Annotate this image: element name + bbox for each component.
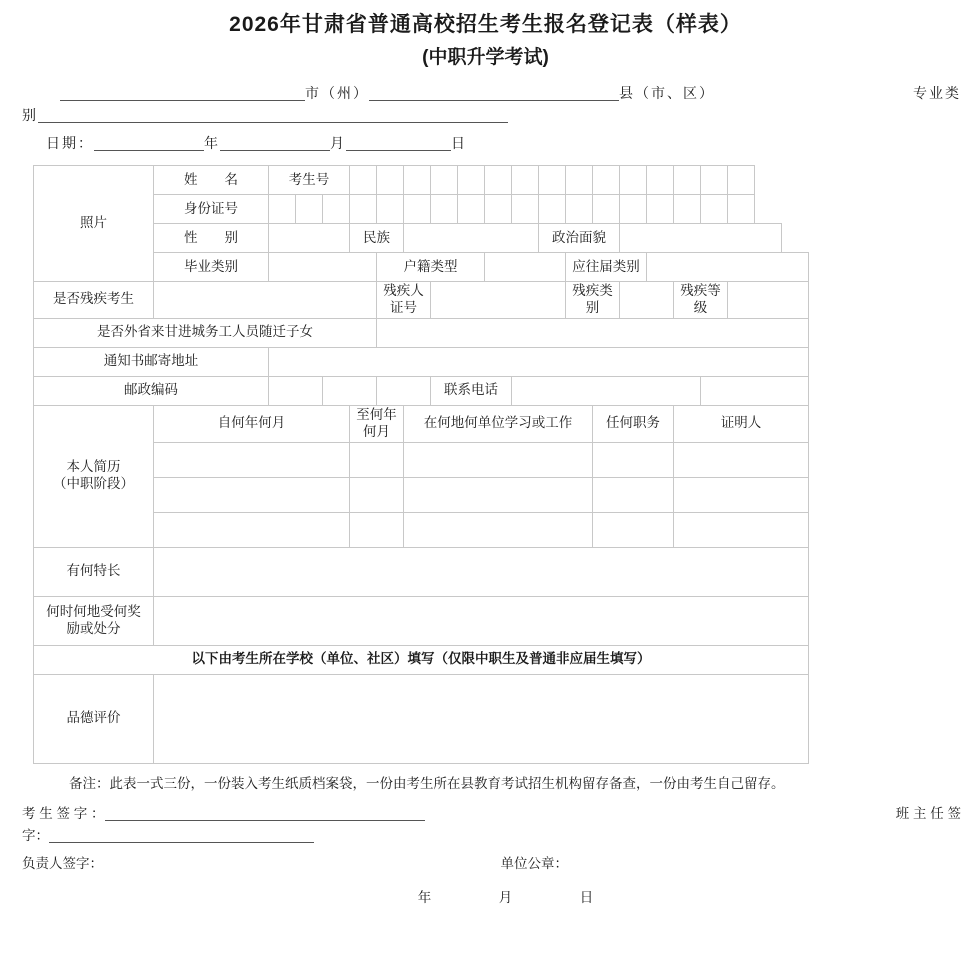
city-county-row: [0, 83, 971, 103]
resume-label: [34, 405, 154, 547]
household-type-label: 户籍类型: [377, 253, 485, 282]
graduate-type-label: 毕业类别: [154, 253, 269, 282]
date-row: [0, 133, 971, 153]
resume-col4-header: 任何职务: [593, 405, 674, 442]
political-label: 政治面貌: [539, 224, 620, 253]
id-no-digit[interactable]: [566, 195, 593, 224]
major-category-label-2: 别: [22, 107, 38, 123]
grad-year-type-label: 应往届类别: [566, 253, 647, 282]
exam-no-digit[interactable]: [485, 166, 512, 195]
graduate-type-value[interactable]: [269, 253, 377, 282]
disability-level-label: 残疾等级: [674, 282, 728, 319]
footer-note: [33, 772, 963, 792]
candidate-signature-input[interactable]: [105, 804, 425, 821]
exam-no-digit[interactable]: [458, 166, 485, 195]
exam-no-digit[interactable]: [512, 166, 539, 195]
is-disabled-value[interactable]: [154, 282, 377, 319]
gender-value[interactable]: [269, 224, 350, 253]
nation-value[interactable]: [404, 224, 539, 253]
city-input[interactable]: [60, 84, 305, 101]
table-row: [34, 645, 809, 674]
id-no-label: 身份证号: [154, 195, 269, 224]
footer-note-text: 备注：此表一式三份，一份装入考生纸质档案袋，一份由考生所在县教育考试招生机构留存备查，一份由考生自己留存。: [69, 775, 785, 791]
teacher-signature-row: [0, 824, 971, 844]
resume-cell[interactable]: [404, 442, 593, 477]
id-no-digit[interactable]: [431, 195, 458, 224]
official-seal-label: 单位公章：: [500, 855, 569, 871]
name-label: 姓 名: [154, 166, 269, 195]
moral-label: 品德评价: [34, 674, 154, 763]
id-no-digit[interactable]: [539, 195, 566, 224]
resume-cell[interactable]: [593, 477, 674, 512]
resume-label-line2: （中职阶段）: [53, 476, 134, 492]
exam-no-digit[interactable]: [620, 166, 647, 195]
id-no-digit[interactable]: [404, 195, 431, 224]
id-no-digit[interactable]: [593, 195, 620, 224]
table-row: [34, 347, 809, 376]
award-value[interactable]: [154, 596, 809, 645]
id-no-digit[interactable]: [701, 195, 728, 224]
registration-form-page: [0, 8, 971, 978]
grad-year-type-value[interactable]: [647, 253, 809, 282]
resume-cell[interactable]: [154, 442, 350, 477]
year-label: 年: [204, 135, 220, 151]
school-section-header: 以下由考生所在学校（单位、社区）填写（仅限中职生及普通非应届生填写）: [34, 645, 809, 674]
postcode-label: 邮政编码: [34, 376, 269, 405]
id-no-digit[interactable]: [269, 195, 296, 224]
migrant-child-label: 是否外省来甘进城务工人员随迁子女: [34, 318, 377, 347]
page-title: 2026年甘肃省普通高校招生考生报名登记表（样表）: [229, 13, 742, 36]
candidate-signature-label: 考 生 签 字 ：: [22, 805, 105, 821]
specialty-value[interactable]: [154, 547, 809, 596]
disability-type-label: 残疾类别: [566, 282, 620, 319]
phone-extra[interactable]: [701, 376, 809, 405]
page-subtitle: (中职升学考试): [422, 47, 549, 68]
id-no-digit[interactable]: [674, 195, 701, 224]
exam-no-digit[interactable]: [701, 166, 728, 195]
resume-label-line1: 本人简历: [66, 459, 121, 475]
day-label: 日: [451, 135, 467, 151]
exam-no-digit[interactable]: [404, 166, 431, 195]
id-no-digit[interactable]: [512, 195, 539, 224]
resume-col1-header: 自何年何月: [154, 405, 350, 442]
resume-cell[interactable]: [404, 512, 593, 547]
date-month-input[interactable]: [220, 134, 330, 151]
date-label: 日期：: [46, 135, 94, 151]
id-no-digit[interactable]: [620, 195, 647, 224]
exam-no-digit[interactable]: [593, 166, 620, 195]
resume-col3-header: 在何地何单位学习或工作: [404, 405, 593, 442]
county-label: 县（市、区）: [619, 85, 715, 101]
city-label: 市（州）: [305, 85, 369, 101]
exam-no-digit[interactable]: [431, 166, 458, 195]
county-input[interactable]: [369, 84, 619, 101]
candidate-signature-row: [0, 802, 971, 822]
id-no-digit[interactable]: [296, 195, 323, 224]
moral-value[interactable]: [154, 674, 809, 763]
table-row: [34, 376, 809, 405]
id-no-digit[interactable]: [377, 195, 404, 224]
teacher-signature-label-2: 字：: [22, 827, 49, 843]
teacher-signature-label: 班 主 任 签: [895, 805, 961, 821]
gender-label: 性 别: [154, 224, 269, 253]
exam-no-digit[interactable]: [377, 166, 404, 195]
footer-date-row: [0, 886, 971, 906]
resume-cell[interactable]: [674, 477, 809, 512]
resume-cell[interactable]: [674, 512, 809, 547]
resume-cell[interactable]: [350, 512, 404, 547]
resume-col5-header: 证明人: [674, 405, 809, 442]
postcode-digit[interactable]: [323, 376, 377, 405]
exam-no-digit[interactable]: [728, 166, 755, 195]
exam-no-digit[interactable]: [674, 166, 701, 195]
principal-seal-row: [0, 852, 971, 872]
phone-value[interactable]: [512, 376, 701, 405]
registration-table: [33, 165, 809, 764]
id-no-digit[interactable]: [728, 195, 755, 224]
resume-cell[interactable]: [350, 477, 404, 512]
id-no-digit[interactable]: [350, 195, 377, 224]
exam-no-digit[interactable]: [539, 166, 566, 195]
disability-cert-label: 残疾人证号: [377, 282, 431, 319]
id-no-digit[interactable]: [485, 195, 512, 224]
mail-address-value[interactable]: [269, 347, 809, 376]
phone-label: 联系电话: [431, 376, 512, 405]
month-label: 月: [330, 135, 346, 151]
resume-col2-header: 至何年何月: [350, 405, 404, 442]
exam-no-label: 考生号: [269, 166, 350, 195]
award-label-line2: 励或处分: [66, 620, 121, 636]
award-label-line1: 何时何地受何奖: [46, 603, 141, 619]
date-day-input[interactable]: [346, 134, 451, 151]
disability-level-value[interactable]: [728, 282, 809, 319]
disability-type-value[interactable]: [620, 282, 674, 319]
postcode-digit[interactable]: [269, 376, 323, 405]
table-row: [34, 166, 809, 195]
household-type-value[interactable]: [485, 253, 566, 282]
major-category-input[interactable]: [38, 106, 508, 123]
date-year-input[interactable]: [94, 134, 204, 151]
footer-day-label: 日: [579, 889, 594, 905]
resume-cell[interactable]: [350, 442, 404, 477]
migrant-child-value[interactable]: [377, 318, 809, 347]
resume-cell[interactable]: [674, 442, 809, 477]
is-disabled-label: 是否残疾考生: [34, 282, 154, 319]
award-label: [34, 596, 154, 645]
footer-month-label: 月: [498, 889, 513, 905]
table-row: [34, 674, 809, 763]
table-row: [34, 405, 809, 442]
footer-year-label: 年: [417, 889, 432, 905]
resume-cell[interactable]: [593, 442, 674, 477]
table-row: [34, 596, 809, 645]
id-no-digit[interactable]: [647, 195, 674, 224]
teacher-signature-input[interactable]: [49, 826, 314, 843]
nation-label: 民族: [350, 224, 404, 253]
principal-signature-label: 负责人签字：: [22, 855, 103, 871]
resume-cell[interactable]: [154, 477, 350, 512]
major-category-row: [0, 105, 971, 125]
photo-cell[interactable]: 照片: [34, 166, 154, 282]
resume-cell[interactable]: [154, 512, 350, 547]
table-row: [34, 318, 809, 347]
specialty-label: 有何特长: [34, 547, 154, 596]
postcode-digit[interactable]: [377, 376, 431, 405]
resume-cell[interactable]: [593, 512, 674, 547]
resume-cell[interactable]: [404, 477, 593, 512]
mail-address-label: 通知书邮寄地址: [34, 347, 269, 376]
id-no-digit[interactable]: [458, 195, 485, 224]
disability-cert-value[interactable]: [431, 282, 566, 319]
major-category-label: 专业类: [913, 85, 961, 101]
table-row: [34, 547, 809, 596]
exam-no-digit[interactable]: [350, 166, 377, 195]
exam-no-digit[interactable]: [566, 166, 593, 195]
table-row: [34, 282, 809, 319]
exam-no-digit[interactable]: [647, 166, 674, 195]
political-value[interactable]: [620, 224, 782, 253]
id-no-digit[interactable]: [323, 195, 350, 224]
